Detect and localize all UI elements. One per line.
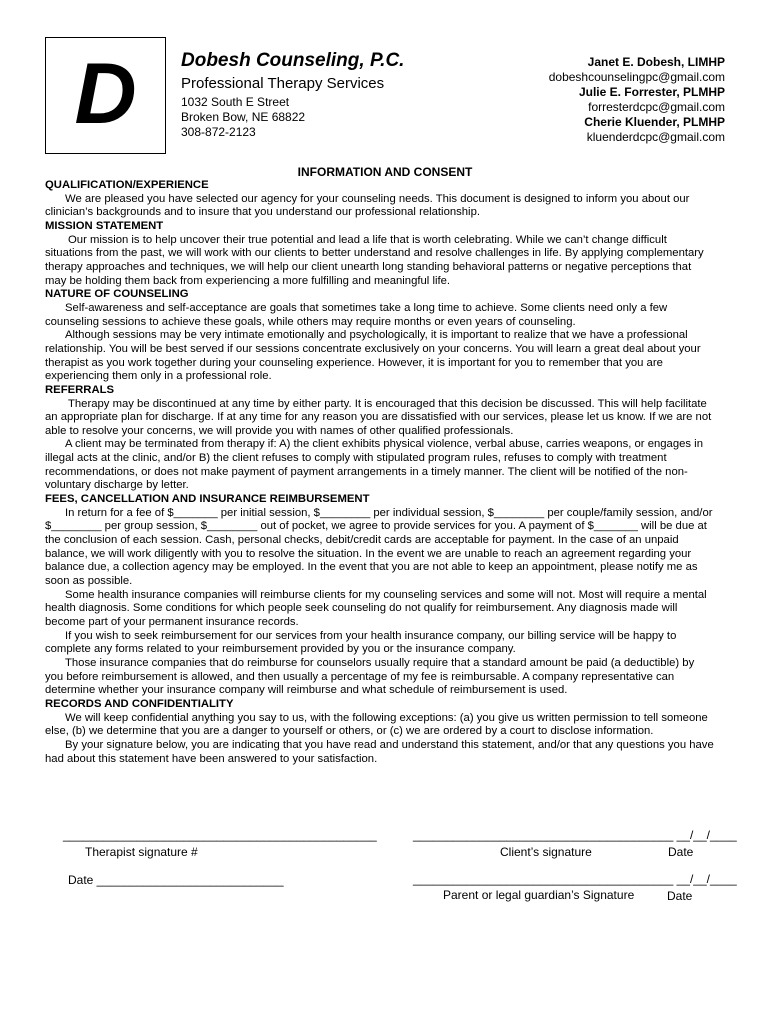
consent-body — [45, 179, 715, 766]
section-heading: REFERRALS — [45, 383, 115, 396]
section-heading: QUALIFICATION/EXPERIENCE — [45, 179, 209, 191]
staff-name: Julie E. Forrester, PLMHP — [578, 85, 725, 99]
section-heading: RECORDS AND CONFIDENTIALITY — [45, 697, 234, 710]
staff-name: Janet E. Dobesh, LIMHP — [587, 55, 725, 69]
section-heading: MISSION STATEMENT — [45, 219, 164, 232]
section-heading: FEES, CANCELLATION AND INSURANCE REIMBURSEMENT — [45, 493, 370, 506]
phone-number: 308-872-2123 — [181, 125, 256, 139]
paragraph: We will keep confidential anything you say to us, with the following exceptions: (a) you give us written permission to tell someone else, (b) we determine that you are a danger to yourself or others, or (c) we are ordered by a court to disclose information. — [45, 711, 708, 738]
document-title: INFORMATION AND CONSENT — [297, 165, 473, 179]
paragraph: By your signature below, you are indicating that you have read and understand this statement, and/or that any questions you have had about this statement have been answered to your satisfaction. — [45, 738, 714, 765]
staff-list — [549, 55, 725, 145]
paragraph: A client may be terminated from therapy if: A) the client exhibits physical violence, verbal abuse, carries weapons, or engages in illegal acts at the clinic, and/or B) the client refuses to comply with stipulated program rules, refuses to comply with treatment recommendations, or does not make payment of payment arrangements in a timely manner. The client will be notified of the non-voluntary discharge by letter. — [45, 438, 703, 492]
staff-email[interactable]: dobeshcounselingpc@gmail.com — [548, 70, 725, 84]
client-signature-label: Client’s signature — [500, 845, 592, 859]
paragraph: Although sessions may be very intimate emotionally and psychologically, it is important to realize that we have a professional relationship. You will be best served if our sessions concentrate exclusively on your concerns. You will learn a great deal about your therapist as you work together during your counseling experience. However, it is important for you to remember that you are experiencing them only in a professional role. — [45, 329, 701, 383]
therapist-date-field[interactable]: Date ____________________________ — [68, 873, 284, 887]
paragraph: If you wish to seek reimbursement for our services from your health insurance company, our billing service will be happy to complete any forms related to your reimbursement provided by you or the insurance company. — [45, 629, 677, 656]
paragraph: Our mission is to help uncover their true potential and lead a life that is worth celebrating. While we can’t change difficult situations from the past, we will work with our clients to better understand and resolve challenges in life. By applying complementary therapy approaches and techniques, we will help our client unearth long standing behavioral patterns or negative perceptions that may be holding them back from experiencing a more fulfilling and meaningful life. — [45, 233, 704, 287]
address-street: 1032 South E Street — [181, 95, 290, 109]
firm-name: Dobesh Counseling, P.C. — [181, 50, 405, 71]
section-heading: NATURE OF COUNSELING — [45, 288, 189, 301]
staff-email[interactable]: forresterdcpc@gmail.com — [588, 100, 725, 114]
guardian-signature-label: Parent or legal guardian’s Signature — [443, 888, 635, 902]
paragraph: Self-awareness and self-acceptance are goals that sometimes take a long time to achieve. Some clients need only a few counseling sessions to achieve these goals, while others may require months or even years of counseling. — [45, 301, 668, 328]
staff-name: Cherie Kluender, PLMHP — [584, 115, 725, 129]
firm-subtitle: Professional Therapy Services — [181, 75, 385, 92]
staff-email[interactable]: kluenderdcpc@gmail.com — [586, 130, 725, 144]
paragraph: We are pleased you have selected our agency for your counseling needs. This document is designed to inform you about our clinician’s backgrounds and to insure that you understand our professional relationship. — [45, 192, 690, 219]
paragraph: In return for a fee of $_______ per initial session, $________ per individual session, $________ per couple/family session, and/or $________ per group session, $________ out of pocket, we agree to provide services for you. A payment of $_______ will be due at the conclusion of each session. Cash, personal checks, debit/credit cards are acceptable for payment. In the case of an unpaid balance, we will work diligently with you to resolve the situation. In the event we are unable to reach an agreement regarding your balance due, a collection agency may be employed. In the event that you are not able to keep an appointment, please notify me as soon as possible. — [45, 506, 713, 588]
paragraph: Those insurance companies that do reimburse for counselors usually require that a standard amount be paid (a deductible) by you before reimbursement is allowed, and then usually a percentage of my fee is reimbursable. A company representative can determine whether your insurance company will reimburse and what schedule of reimbursement is used. — [45, 656, 695, 697]
paragraph: Some health insurance companies will reimburse clients for my counseling services and some will not. Most will require a mental health diagnosis. Some conditions for which people seek counseling do not qualify for reimbursement. Any diagnosis made will become part of your permanent insurance records. — [45, 588, 707, 628]
guardian-signature-line[interactable]: _______________________________________ __/__/____ — [413, 872, 737, 886]
therapist-signature-line[interactable]: _______________________________________________ — [63, 828, 377, 842]
therapist-signature-label: Therapist signature # — [85, 845, 198, 859]
guardian-date-label: Date — [667, 889, 693, 903]
paragraph: Therapy may be discontinued at any time by either party. It is encouraged that this decision be discussed. This will help facilitate an appropriate plan for discharge. If at any time for any reason you are dissatisfied with our services, please let us know. If we are not able to resolve your concerns, we will provide you with names of other qualified professionals. — [45, 397, 712, 437]
client-signature-line[interactable]: _______________________________________ __/__/____ — [413, 828, 737, 842]
address-city: Broken Bow, NE 68822 — [181, 110, 306, 124]
client-date-label: Date — [668, 845, 694, 859]
logo-letter: D — [74, 46, 137, 142]
logo-box — [45, 37, 166, 154]
